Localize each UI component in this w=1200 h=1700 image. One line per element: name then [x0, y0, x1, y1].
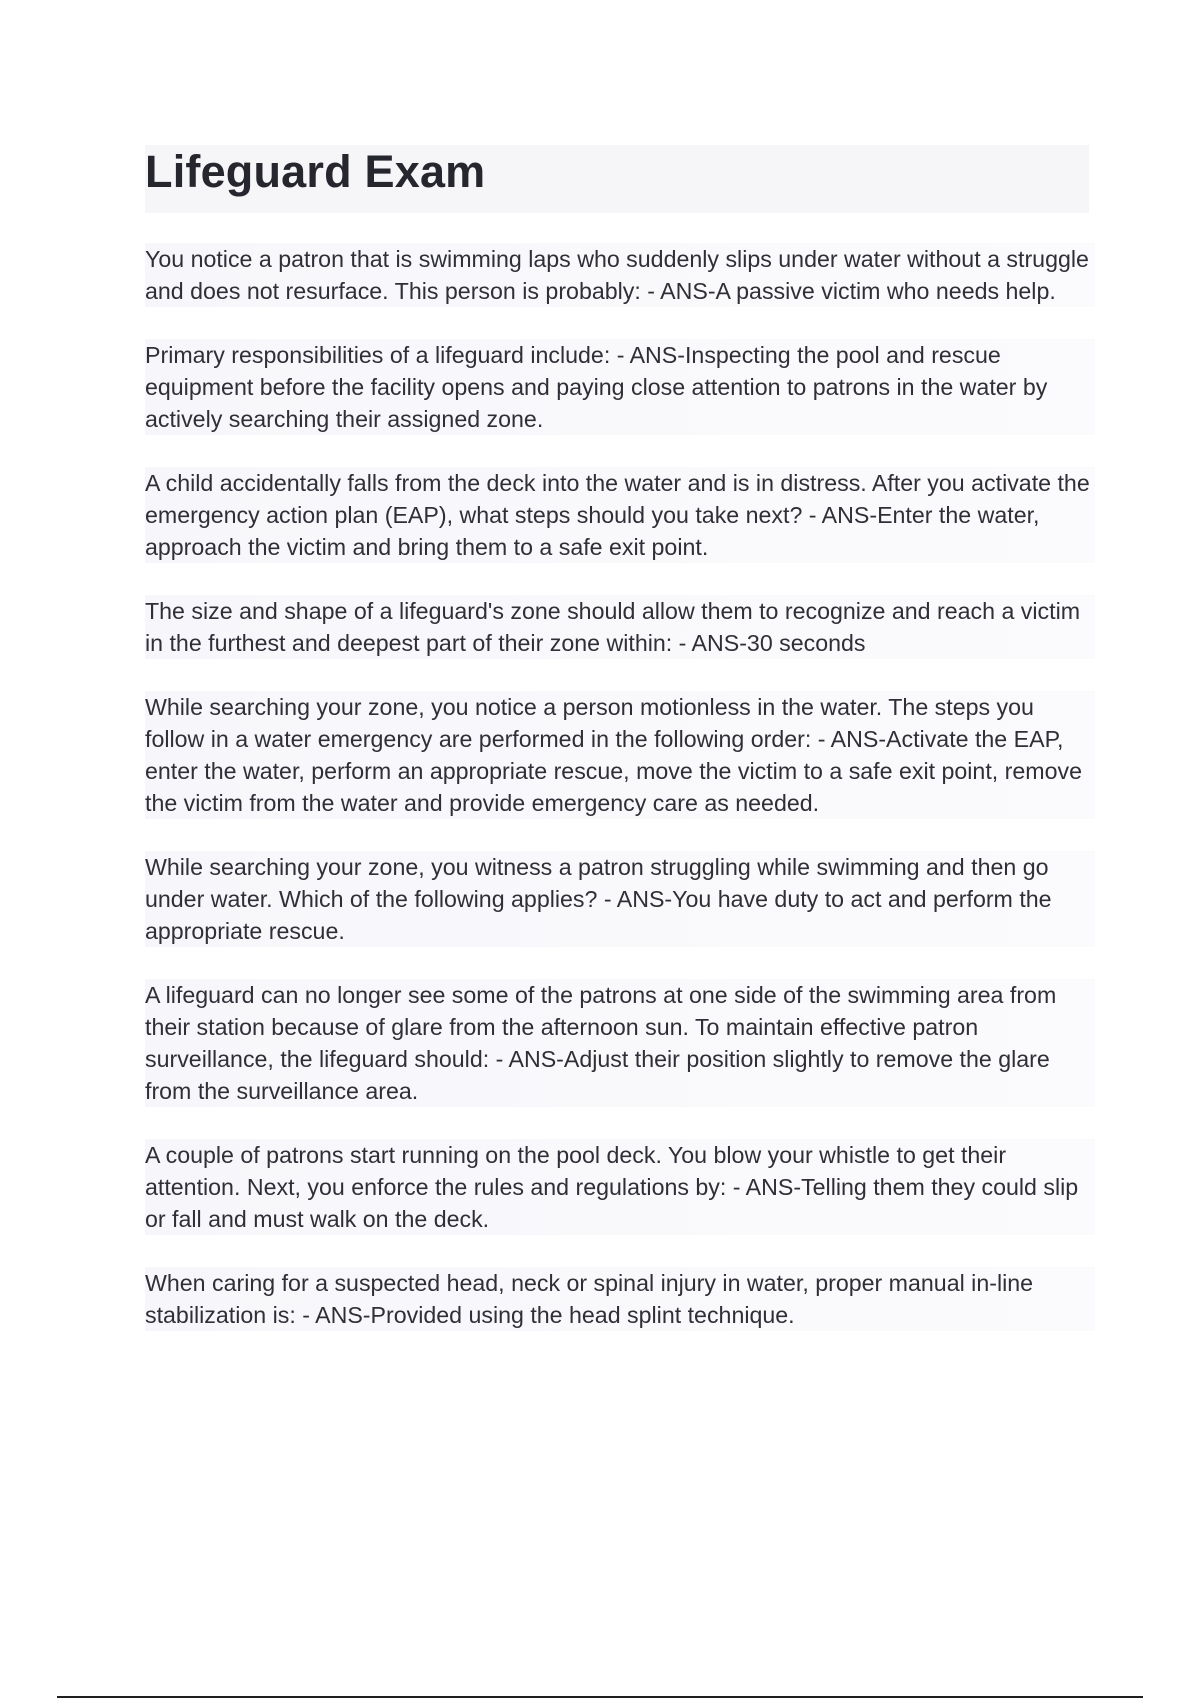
qa-item: A lifeguard can no longer see some of the patrons at one side of the swimming area from their station because of glare from the afternoon sun. To maintain effective patron surveillance, the lifeguard should: - ANS-Adjust their position slightly to remove the glare from the surveillance area. — [145, 979, 1095, 1107]
qa-item: When caring for a suspected head, neck or spinal injury in water, proper manual in-line stabilization is: - ANS-Provided using the head splint technique. — [145, 1267, 1095, 1331]
qa-item: While searching your zone, you witness a patron struggling while swimming and then go under water. Which of the following applies? - ANS-You have duty to act and perform the appropriate rescue. — [145, 851, 1095, 947]
qa-item: You notice a patron that is swimming laps who suddenly slips under water without a struggle and does not resurface. This person is probably: - ANS-A passive victim who needs help. — [145, 243, 1095, 307]
page-title: Lifeguard Exam — [145, 146, 486, 197]
page-divider — [57, 1696, 1143, 1698]
qa-item: The size and shape of a lifeguard's zone should allow them to recognize and reach a victim in the furthest and deepest part of their zone within: - ANS-30 seconds — [145, 595, 1095, 659]
qa-item: A child accidentally falls from the deck into the water and is in distress. After you activate the emergency action plan (EAP), what steps should you take next? - ANS-Enter the water, approach the victim and bring them to a safe exit point. — [145, 467, 1095, 563]
qa-item: A couple of patrons start running on the pool deck. You blow your whistle to get their attention. Next, you enforce the rules and regulations by: - ANS-Telling them they could slip or fall and must walk on the deck. — [145, 1139, 1095, 1235]
qa-item: Primary responsibilities of a lifeguard include: - ANS-Inspecting the pool and rescue equipment before the facility opens and paying close attention to patrons in the water by actively searching their assigned zone. — [145, 339, 1095, 435]
qa-list — [145, 243, 1095, 1363]
qa-item: While searching your zone, you notice a person motionless in the water. The steps you follow in a water emergency are performed in the following order: - ANS-Activate the EAP, enter the water, perform an appropriate rescue, move the victim to a safe exit point, remove the victim from the water and provide emergency care as needed. — [145, 691, 1095, 819]
